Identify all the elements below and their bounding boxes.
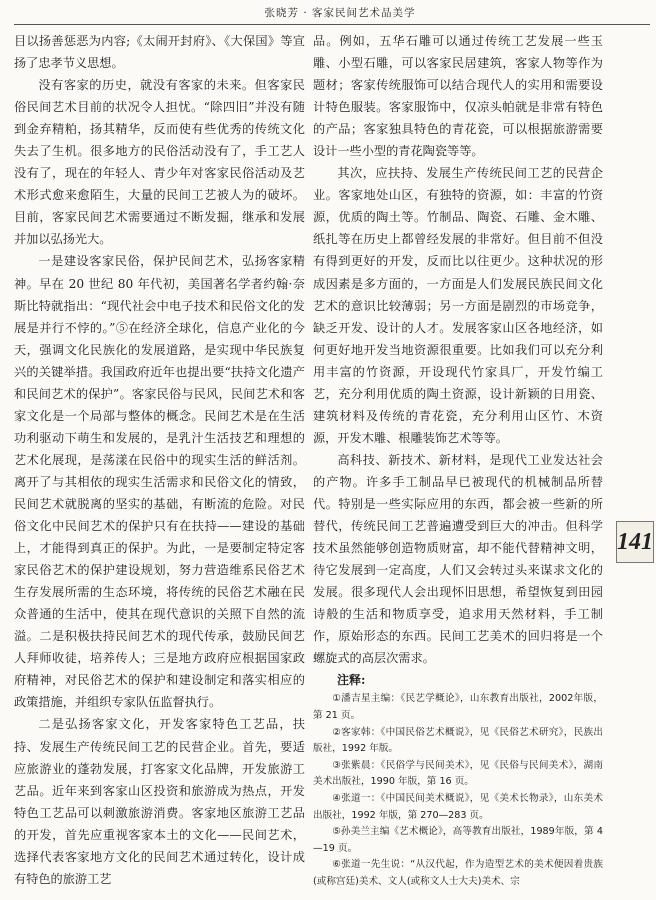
footnote: ③张紫晨：《民俗学与民间美术》，见《民俗与民间美术》，湖南美术出版社，1990 年版，第 16 页。 — [313, 759, 603, 788]
paragraph: 目以扬善惩恶为内容;《太闹开封府》、《大保国》等宣扬了忠孝节义思想。 — [14, 34, 305, 71]
paragraph: 二是弘扬客家文化，开发客家特色工艺品，扶持、发展生产传统民间工艺的民营企业。首先，要适应旅游业的蓬勃发展，打客家文化品牌，开发旅游工艺品。近年来到客家山区投资和旅游成为热点，开发特色工艺品可以刺激旅游消费。客家地区旅游工艺品的开发，首先应重视客家本土的文化——民间艺术，选择代表客家地方文化的民间艺术通过转化，设计成有特色的旅游工艺 — [14, 717, 305, 886]
footnote: ⑤孙美兰主编《艺术概论》，高等教育出版社，1989年版，第 4—19 页。 — [313, 826, 603, 854]
footnote: ⑥张道一先生说：“从汉代起，作为造型艺术的美术便因着贵族(或称宫廷)美术、文人(或称文人士大夫)美术、宗 — [313, 859, 603, 887]
paragraph: 其次，应扶持、发展生产传统民间工艺的民营企业。客家地处山区，有独特的资源，如：丰富的竹资源，优质的陶土等。竹制品、陶瓷、石雕、金木雕、纸扎等在历史上都曾经发展的非常好。但目前不但没有得到更好的开发，反而比以往更少。这种状况的形成因素是多方面的，一方面是人们发展民族民间文化艺术的意识比较薄弱；另一方面是剧烈的市场竞争，缺乏开发、设计的人才。发展客家山区各地经济，如何更好地开发当地资源很重要。比如我们可以充分利用丰富的竹资源，开设现代竹家具厂，开发竹编工艺，充分利用优质的陶土资源，设计新颖的日用瓷、建筑材料及传统的青花瓷，充分利用山区竹、木资源，开发木雕、根雕装饰艺术等等。 — [313, 166, 603, 445]
paragraph: 没有客家的历史，就没有客家的未来。但客家民俗民间艺术目前的状况令人担忧。“除四旧”并没有随到金弃精粕，扬其精华，反而使有些优秀的传统文化失去了生机。很多地方的民俗活动没有了，手工艺人没有了，现在的年轻人、青少年对客家民俗活动及艺术形式愈来愈陌生，大量的民间工艺被人为的破坏。目前，客家民间艺术需要通过不断发掘，继承和发展并加以弘扬光大。 — [14, 78, 305, 247]
page-number: 141 — [616, 521, 654, 563]
paragraph: 一是建设客家民俗，保护民间艺术，弘扬客家精神。早在 20 世纪 80 年代初，美国著名学者约翰·奈斯比特就指出：“现代社会中电子技术和民俗文化的发展是并行不悖的。”⑤在经济全球化，信息产业化的今天，强调文化民族化的发展道路，是实现中华民族复兴的关键举措。我国政府近年也提出要“扶持文化遗产和民间艺术的保护”。客家民俗与民风，民间艺术和客家文化是一个局部与整体的概念。民间艺术是在生活功利驱动下萌生和发展的，是乳汁生活技艺和理想的艺术化展现，是荡漾在民俗中的现实生活的鲜活剂。离开了与其相依的现实生活需求和民俗文化的情致，民间艺术就脱离的坚实的基础，有断流的危险。对民俗文化中民间艺术的保护只有在扶持——建设的基础上，才能得到真正的保护。为此，一是要制定特定客家民俗艺术的保护建设规划，努力营造维系民俗艺术生存发展所需的生态环境，将传统的民俗艺术融在民众普通的生活中，使其在现代意识的关照下自然的流溢。二是积极扶持民间艺术的现代传承，鼓励民间艺人拜师收徒，培养传人；三是地方政府应根据国家政府精神，对民俗艺术的保护和建设制定和落实相应的政策措施，并组织专家队伍监督执行。 — [14, 254, 305, 710]
footnote: ④张道一：《中国民间美术概说》，见《美术长物录》，山东美术出版社，1992 年版，第 270—283 页。 — [313, 792, 603, 821]
paragraph: 品。例如，五华石雕可以通过传统工艺发展一些玉雕、小型石雕，可以客家民居建筑，客家人物等作为题材；客家传统服饰可以结合现代人的实用和需要设计特色服装。客家服饰中，仅凉头帕就是非常有特色的产品；客家独具特色的青花瓷，可以根据旅游需要设计一些小型的青花陶瓷等等。 — [313, 34, 603, 159]
footnote: ①潘吉星主编：《民艺学概论》，山东教育出版社，2002年版，第 21 页。 — [313, 693, 603, 721]
running-header — [0, 0, 656, 26]
header-rule — [14, 24, 650, 25]
right-column — [313, 30, 603, 896]
paragraph: 高科技、新技术、新材料，是现代工业发达社会的产物。许多手工制品早已被现代的机械制品所替代。特别是一些实际应用的东西，都会被一些新的所替代，传统民间工艺普遍遭受到巨大的冲击。但科学技术虽然能够创造物质财富，却不能代替精神文明，待它发展到一定高度，人们又会转过头来谋求文化的发展。很多现代人会出现怀旧思想，希望恢复到田园诗般的生活和物质享受，追求用天然材料，手工制作，原始形态的东西。民间工艺美术的回归将是一个螺旋式的高层次需求。 — [313, 452, 603, 666]
notes-title: 注释: — [337, 673, 366, 688]
header-title: 张晓芳 · 客家民间艺术品美学 — [264, 7, 416, 19]
left-column — [14, 30, 305, 896]
footnote: ②客家韩：《中国民俗艺术概说》，见《民俗艺术研究》，民族出版社，1992 年版。 — [313, 726, 603, 755]
